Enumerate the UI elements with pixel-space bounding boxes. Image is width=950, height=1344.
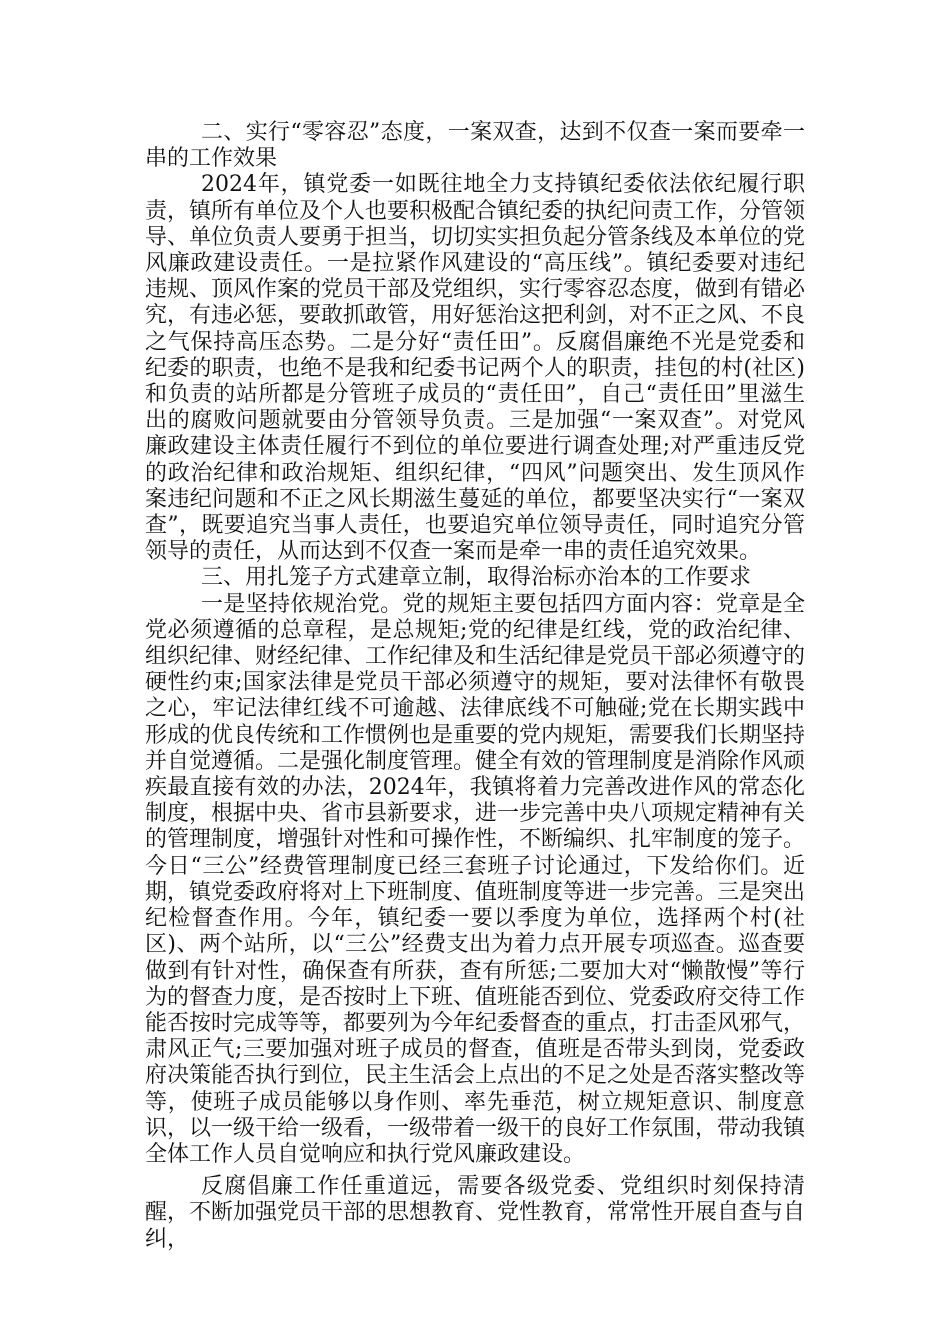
document-body (145, 120, 805, 1253)
section-heading-three: 三、用扎笼子方式建章立制，取得治标亦治本的工作要求 (201, 565, 752, 591)
body-paragraph: 反腐倡廉工作任重道远，需要各级党委、党组织时刻保持清醒，不断加强党员干部的思想教育、党性教育，常常性开展自查与自纠， (145, 1174, 806, 1252)
section-heading-two: 二、实行“零容忍”态度，一案双查，达到不仅查一案而要牵一串的工作效果 (145, 120, 805, 172)
body-paragraph: 一是坚持依规治党。党的规矩主要包括四方面内容：党章是全党必须遵循的总章程，是总规矩;党的纪律是红线，党的政治纪律、组织纪律、财经纪律、工作纪律及和生活纪律是党员干部必须遵守的硬性约束;国家法律是党员干部必须遵守的规矩，要对法律怀有敬畏之心，牢记法律红线不可逾越、法律底线不可触碰;党在长期实践中形成的优良传统和工作惯例也是重要的党内规矩，需要我们长期坚持并自觉遵循。二是强化制度管理。健全有效的管理制度是消除作风顽疾最直接有效的办法，2024年，我镇将着力完善改进作风的常态化制度，根据中央、省市县新要求，进一步完善中央八项规定精神有关的管理制度，增强针对性和可操作性，不断编织、扎牢制度的笼子。今日“三公”经费管理制度已经三套班子讨论通过，下发给你们。近期，镇党委政府将对上下班制度、值班制度等进一步完善。三是突出纪检督查作用。今年，镇纪委一要以季度为单位，选择两个村(社区)、两个站所，以“三公”经费支出为着力点开展专项巡查。巡查要做到有针对性，确保查有所获，查有所惩;二要加大对“懒散慢”等行为的督查力度，是否按时上下班、值班能否到位、党委政府交待工作能否按时完成等等，都要列为今年纪委督查的重点，打击歪风邪气，肃风正气;三要加强对班子成员的督查，值班是否带头到岗，党委政府决策能否执行到位，民主生活会上点出的不足之处是否落实整改等等，使班子成员能够以身作则、率先垂范，树立规矩意识、制度意识，以一级干给一级看，一级带着一级干的良好工作氛围，带动我镇全体工作人员自觉响应和执行党风廉政建设。 (145, 591, 806, 1167)
body-paragraph: 2024年，镇党委一如既往地全力支持镇纪委依法依纪履行职责，镇所有单位及个人也要积极配合镇纪委的执纪问责工作，分管领导、单位负责人要勇于担当，切切实实担负起分管条线及本单位的党风廉政建设责任。一是拉紧作风建设的“高压线”。镇纪委要对违纪违规、顶风作案的党员干部及党组织，实行零容忍态度，做到有错必究，有违必惩，要敢抓敢管，用好惩治这把利剑，对不正之风、不良之气保持高压态势。二是分好“责任田”。反腐倡廉绝不光是党委和纪委的职责，也绝不是我和纪委书记两个人的职责，挂包的村(社区)和负责的站所都是分管班子成员的“责任田”，自己“责任田”里滋生出的腐败问题就要由分管领导负责。三是加强“一案双查”。对党风廉政建设主体责任履行不到位的单位要进行调查处理;对严重违反党的政治纪律和政治规矩、组织纪律，“四风”问题突出、发生顶风作案违纪问题和不正之风长期滋生蔓延的单位，都要坚决实行“一案双查”，既要追究当事人责任，也要追究单位领导责任，同时追究分管领导的责任，从而达到不仅查一案而是牵一串的责任追究效果。 (145, 172, 806, 565)
